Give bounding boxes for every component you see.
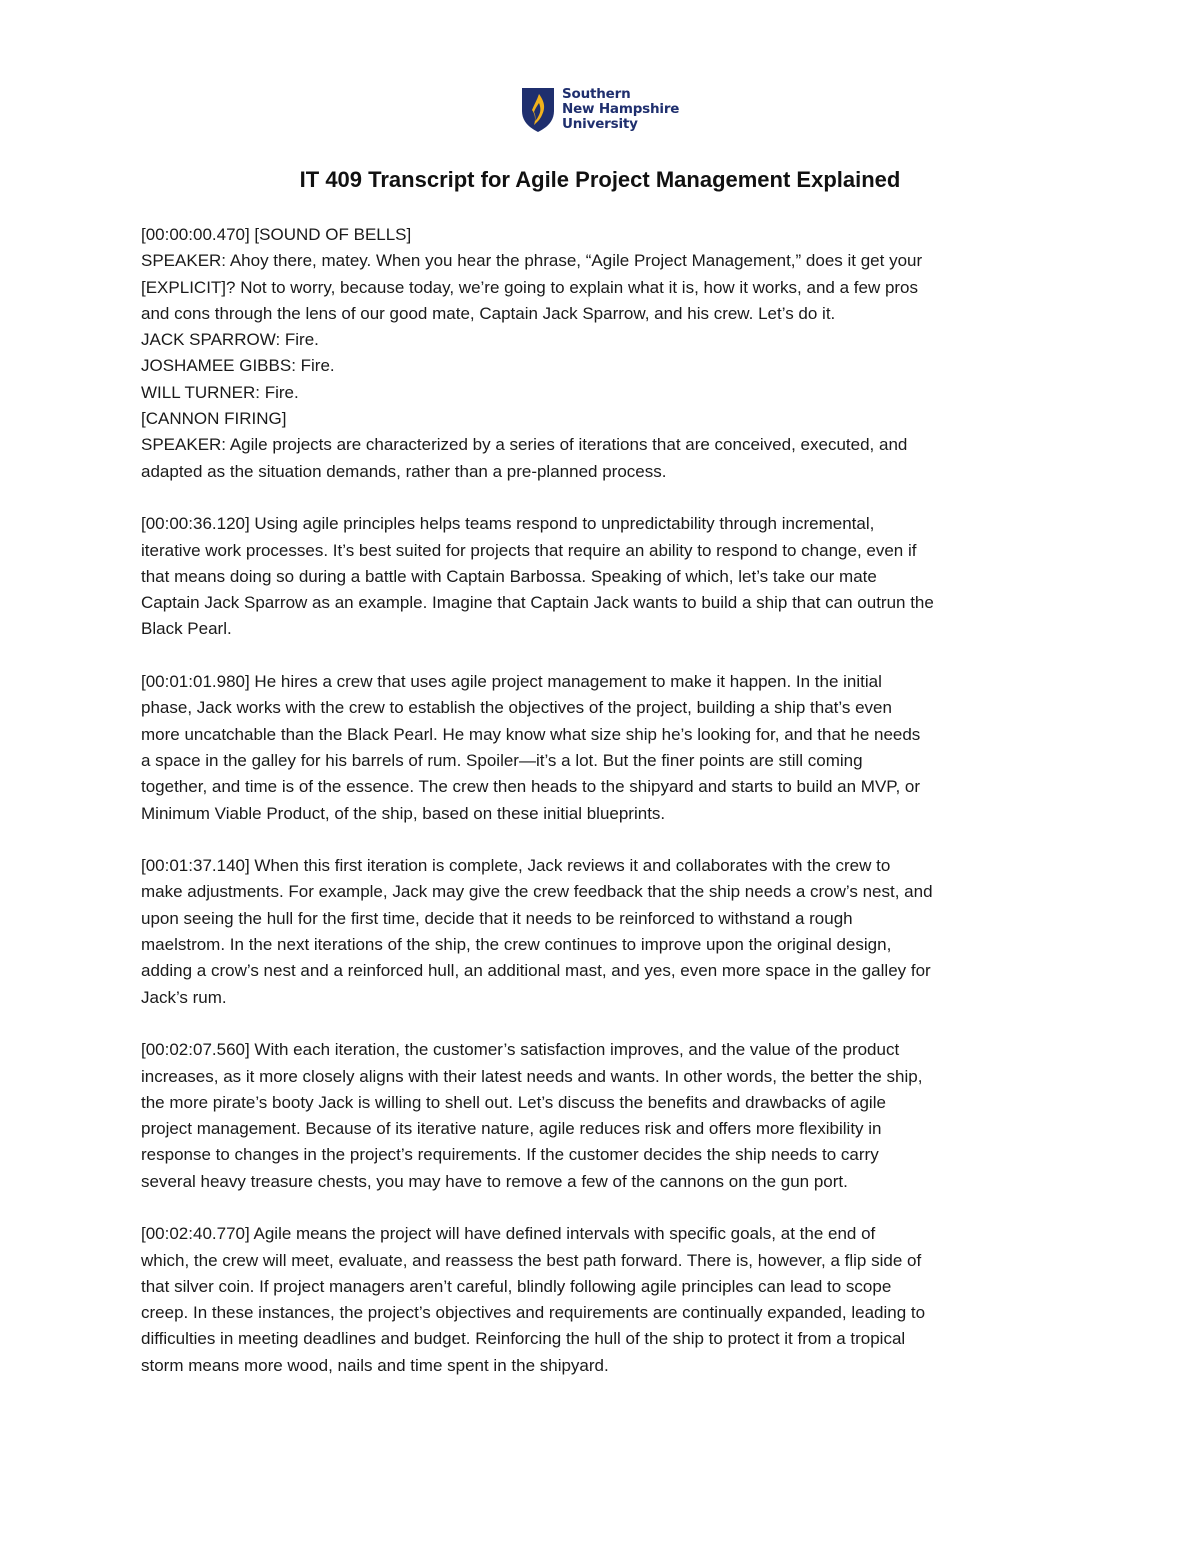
shield-flame-icon [520, 85, 556, 133]
transcript-line: Black Pearl. [141, 619, 232, 639]
transcript-line: [CANNON FIRING] [141, 409, 287, 429]
logo-line-3: University [562, 115, 638, 132]
transcript-line: that means doing so during a battle with Captain Barbossa. Speaking of which, let’s take our mate [141, 566, 877, 586]
transcript-line: project management. Because of its iterative nature, agile reduces risk and offers more flexibility in [141, 1119, 882, 1139]
transcript-line: increases, as it more closely aligns with their latest needs and wants. In other words, the better the ship, [141, 1066, 923, 1086]
transcript-line: [00:00:36.120] Using agile principles helps teams respond to unpredictability through incremental, [141, 514, 875, 534]
transcript-paragraph [141, 511, 1066, 642]
transcript-line: response to changes in the project’s requirements. If the customer decides the ship needs to carry [141, 1145, 879, 1165]
transcript-line: creep. In these instances, the project’s objectives and requirements are continually expanded, leading to [141, 1303, 926, 1323]
transcript-line: [EXPLICIT]? Not to worry, because today, we’re going to explain what it is, how it works, and a few pros [141, 277, 919, 297]
transcript-line: together, and time is of the essence. The crew then heads to the shipyard and starts to build an MVP, or [141, 777, 921, 797]
transcript-line: make adjustments. For example, Jack may give the crew feedback that the ship needs a crow’s nest, and [141, 882, 933, 902]
transcript-line: difficulties in meeting deadlines and budget. Reinforcing the hull of the ship to protect it from a tropical [141, 1329, 906, 1349]
transcript-line: SPEAKER: Agile projects are characterized by a series of iterations that are conceived, executed, and [141, 435, 908, 455]
logo-wordmark [562, 87, 679, 132]
transcript-line: [00:01:37.140] When this first iteration is complete, Jack reviews it and collaborates with the crew to [141, 856, 891, 876]
university-logo [520, 84, 690, 134]
transcript-line: and cons through the lens of our good mate, Captain Jack Sparrow, and his crew. Let’s do it. [141, 303, 836, 323]
transcript-line: [00:02:07.560] With each iteration, the customer’s satisfaction improves, and the value of the product [141, 1040, 900, 1060]
transcript-paragraph [141, 1221, 1066, 1379]
transcript-paragraph [141, 1037, 1066, 1195]
transcript-line: which, the crew will meet, evaluate, and reassess the best path forward. There is, however, a flip side of [141, 1250, 922, 1270]
transcript-line: Captain Jack Sparrow as an example. Imagine that Captain Jack wants to build a ship that can outrun the [141, 593, 934, 613]
transcript-paragraph [141, 669, 1066, 827]
transcript-line: storm means more wood, nails and time spent in the shipyard. [141, 1355, 609, 1375]
transcript-line: the more pirate’s booty Jack is willing to shell out. Let’s discuss the benefits and drawbacks of agile [141, 1092, 886, 1112]
transcript-line: SPEAKER: Ahoy there, matey. When you hear the phrase, “Agile Project Management,” does it get your [141, 251, 923, 271]
transcript-line: upon seeing the hull for the first time, decide that it needs to be reinforced to withstand a rough [141, 908, 853, 928]
logo-line-2: New Hampshire [562, 100, 680, 117]
transcript-paragraph [141, 853, 1066, 1011]
transcript-line: Jack’s rum. [141, 987, 227, 1007]
transcript-line: iterative work processes. It’s best suited for projects that require an ability to respond to change, even if [141, 540, 917, 560]
transcript-line: adapted as the situation demands, rather than a pre-planned process. [141, 461, 667, 481]
transcript-line: adding a crow’s nest and a reinforced hull, an additional mast, and yes, even more space in the galley for [141, 961, 931, 981]
transcript-line: [00:00:00.470] [SOUND OF BELLS] [141, 225, 412, 244]
transcript-line: a space in the galley for his barrels of rum. Spoiler—it’s a lot. But the finer points are still coming [141, 750, 863, 770]
transcript-body [141, 222, 1066, 1405]
transcript-line: [00:01:01.980] He hires a crew that uses agile project management to make it happen. In the initial [141, 672, 882, 692]
transcript-line: phase, Jack works with the crew to establish the objectives of the project, building a ship that’s even [141, 698, 892, 718]
transcript-line: more uncatchable than the Black Pearl. He may know what size ship he’s looking for, and that he needs [141, 724, 921, 744]
transcript-line: [00:02:40.770] Agile means the project will have defined intervals with specific goals, at the end of [141, 1224, 876, 1244]
transcript-line: that silver coin. If project managers aren’t careful, blindly following agile principles can lead to scope [141, 1276, 892, 1296]
transcript-line: JOSHAMEE GIBBS: Fire. [141, 356, 335, 376]
logo-line-1: Southern [562, 85, 631, 102]
transcript-line: Minimum Viable Product, of the ship, based on these initial blueprints. [141, 803, 666, 823]
transcript-paragraph [141, 222, 1066, 485]
transcript-line: several heavy treasure chests, you may have to remove a few of the cannons on the gun port. [141, 1171, 848, 1191]
transcript-line: maelstrom. In the next iterations of the ship, the crew continues to improve upon the original design, [141, 935, 892, 955]
document-title: IT 409 Transcript for Agile Project Management Explained [299, 167, 901, 192]
transcript-line: WILL TURNER: Fire. [141, 382, 299, 402]
transcript-line: JACK SPARROW: Fire. [141, 330, 319, 350]
